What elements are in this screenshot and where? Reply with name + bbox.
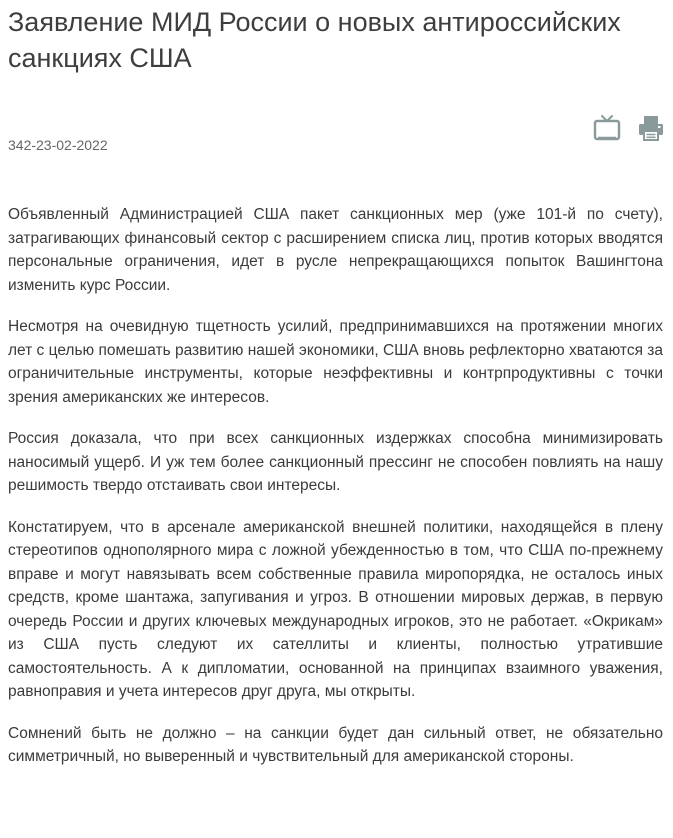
- paragraph: Констатируем, что в арсенале американской внешней политики, находящейся в плену стереотипов однополярного мира с ложной убежденностью в том, что США по-прежнему вправе и могут навязывать всем собственные правила миропорядка, не осталось иных средств, кроме шантажа, запугивания и угроз. В отношении мировых держав, в первую очередь России и других ключевых международных игроков, это не работает. «Окрикам» из США пусть следуют их сателлиты и клиенты, полностью утратившие самостоятельность. А к дипломатии, основанной на принципах взаимного уважения, равноправия и учета интересов друг друга, мы открыты.: [8, 518, 663, 700]
- article-meta: [8, 110, 667, 153]
- article-tools: [591, 112, 667, 144]
- paragraph: Несмотря на очевидную тщетность усилий, предпринимавшихся на протяжении многих лет с целью помешать развитию нашей экономики, США вновь рефлекторно хватаются за ограничительные инструменты, которые неэффективны и контрпродуктивны с точки зрения американских же интересов.: [8, 318, 663, 406]
- tv-icon: [592, 113, 622, 143]
- article-body: [8, 203, 663, 787]
- paragraph: Сомнений быть не должно – на санкции будет дан сильный ответ, не обязательно симметричный, но выверенный и чувствительный для американской стороны.: [8, 724, 663, 765]
- printer-icon: [636, 113, 666, 143]
- document-id: 342-23-02-2022: [8, 137, 108, 153]
- tv-button[interactable]: [591, 112, 623, 144]
- paragraph: Объявленный Администрацией США пакет санкционных мер (уже 101-й по счету), затрагивающих финансовый сектор с расширением списка лиц, против которых вводятся персональные ограничения, идет в русле непрекращающихся попыток Вашингтона изменить курс России.: [8, 206, 663, 294]
- print-button[interactable]: [635, 112, 667, 144]
- article-title: Заявление МИД России о новых антироссийских санкциях США: [8, 7, 621, 73]
- paragraph: Россия доказала, что при всех санкционных издержках способна минимизировать наносимый ущерб. И уж тем более санкционный прессинг не способен повлиять на нашу решимость твердо отстаивать свои интересы.: [8, 430, 663, 494]
